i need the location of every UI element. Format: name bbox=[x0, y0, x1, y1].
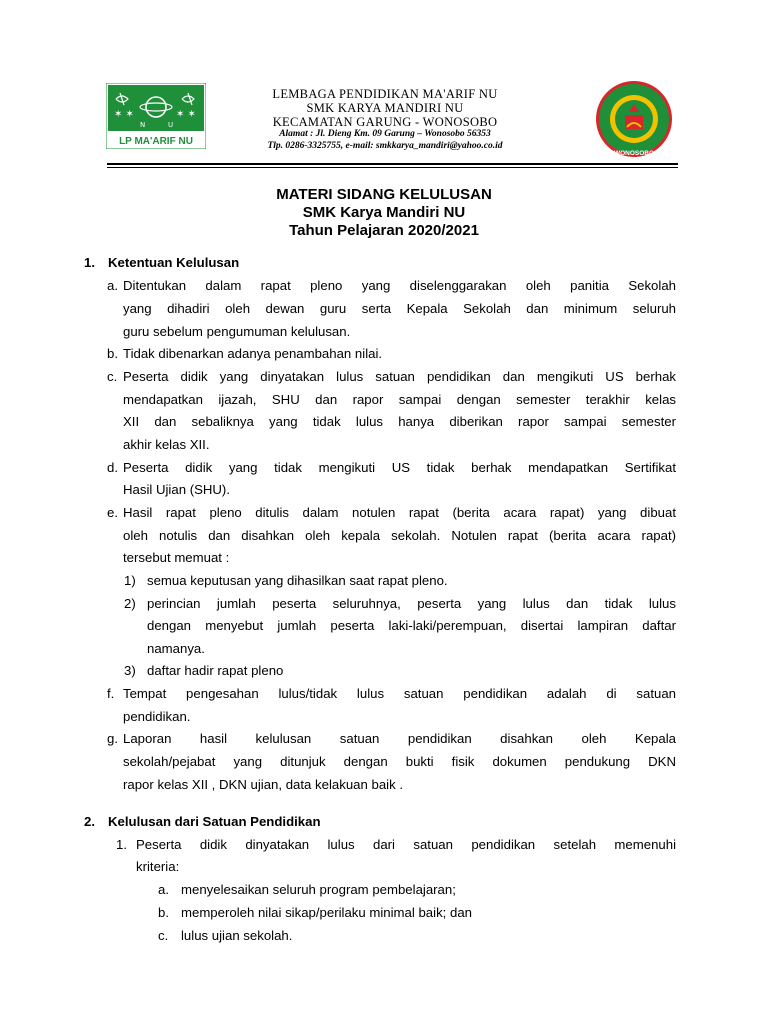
item-e-label: e. bbox=[107, 505, 118, 520]
section-2-number: 2. bbox=[84, 814, 95, 829]
section-2-item-1-line-2: kriteria: bbox=[136, 859, 180, 874]
item-c-line-2: mendapatkan ijazah, SHU dan rapor sampai dengan semester terakhir kelas bbox=[123, 392, 676, 407]
item-e-line-3: tersebut memuat : bbox=[123, 550, 230, 565]
criteria-c-text: lulus ujian sekolah. bbox=[181, 928, 293, 943]
item-e-line-2: oleh notulis dan disahkan oleh kepala sekolah. Notulen rapat (berita acara rapat) bbox=[123, 528, 676, 543]
item-a-line-2: yang dihadiri oleh dewan guru serta Kepala Sekolah dan minimum seluruh bbox=[123, 301, 676, 316]
document-subtitle-school: SMK Karya Mandiri NU bbox=[302, 204, 466, 221]
item-c-line-3: XII dan sebaliknya yang tidak lulus hanya diberikan rapor sampai semester bbox=[123, 414, 676, 429]
section-2-heading: Kelulusan dari Satuan Pendidikan bbox=[108, 814, 321, 829]
item-f-line-2: pendidikan. bbox=[123, 709, 191, 724]
sub-2-line-2: dengan menyebut jumlah peserta laki-laki/perempuan, disertai lampiran daftar bbox=[147, 618, 676, 633]
sub-1-label: 1) bbox=[124, 573, 136, 588]
letterhead-address: Alamat : Jl. Dieng Km. 09 Garung – Wonosobo 56353 bbox=[279, 129, 491, 139]
item-g-line-2: sekolah/pejabat yang ditunjuk dengan bukti fisik dokumen pendukung DKN bbox=[123, 754, 676, 769]
sub-2-line-1: perincian jumlah peserta seluruhnya, peserta yang lulus dan tidak lulus bbox=[147, 596, 676, 611]
section-2-item-1-label: 1. bbox=[116, 837, 127, 852]
section-1-heading: Ketentuan Kelulusan bbox=[108, 255, 240, 270]
document-subtitle-year: Tahun Pelajaran 2020/2021 bbox=[289, 222, 479, 239]
item-g-line-3: rapor kelas XII , DKN ujian, data kelakuan baik . bbox=[123, 777, 404, 792]
item-c-line-4: akhir kelas XII. bbox=[123, 437, 210, 452]
smk-karya-mandiri-logo bbox=[594, 79, 674, 159]
criteria-a-text: menyelesaikan seluruh program pembelajaran; bbox=[181, 882, 456, 897]
sub-3-line-1: daftar hadir rapat pleno bbox=[147, 663, 284, 678]
sub-1-line-1: semua keputusan yang dihasilkan saat rapat pleno. bbox=[147, 573, 448, 588]
item-c-label: c. bbox=[107, 369, 118, 384]
document-title: MATERI SIDANG KELULUSAN bbox=[276, 186, 492, 203]
item-g-label: g. bbox=[107, 731, 118, 746]
criteria-c-label: c. bbox=[158, 928, 169, 943]
logo-left-letter-u: U bbox=[168, 121, 174, 129]
item-f-line-1: Tempat pengesahan lulus/tidak lulus satuan pendidikan adalah di satuan bbox=[123, 686, 676, 701]
logo-left-caption: LP MA'ARIF NU bbox=[119, 136, 193, 147]
item-b-label: b. bbox=[107, 346, 118, 361]
letterhead-org-line-2: SMK KARYA MANDIRI NU bbox=[306, 101, 464, 115]
lp-maarif-nu-logo bbox=[106, 83, 206, 149]
criteria-b-text: memperoleh nilai sikap/perilaku minimal baik; dan bbox=[181, 905, 472, 920]
letterhead-org-line-1: LEMBAGA PENDIDIKAN MA'ARIF NU bbox=[272, 87, 498, 101]
letterhead-rule-thin bbox=[107, 167, 678, 168]
letterhead-rule-thick bbox=[107, 163, 678, 165]
svg-text:✶ ✶: ✶ ✶ bbox=[176, 109, 196, 120]
section-2-item-1-line-1: Peserta didik dinyatakan lulus dari satuan pendidikan setelah memenuhi bbox=[136, 837, 676, 852]
sub-2-label: 2) bbox=[124, 596, 136, 611]
item-g-line-1: Laporan hasil kelulusan satuan pendidikan disahkan oleh Kepala bbox=[123, 731, 676, 746]
letterhead-contact: Tlp. 0286-3325755, e-mail: smkkarya_mandiri@yahoo.co.id bbox=[267, 141, 503, 151]
item-c-line-1: Peserta didik yang dinyatakan lulus satuan pendidikan dan mengikuti US berhak bbox=[123, 369, 676, 384]
item-b-line-1: Tidak dibenarkan adanya penambahan nilai. bbox=[123, 346, 383, 361]
criteria-a-label: a. bbox=[158, 882, 169, 897]
item-d-line-2: Hasil Ujian (SHU). bbox=[123, 482, 230, 497]
logo-left-letter-n: N bbox=[140, 121, 146, 129]
letterhead-org-line-3: KECAMATAN GARUNG - WONOSOBO bbox=[272, 115, 498, 129]
item-d-line-1: Peserta didik yang tidak mengikuti US tidak berhak mendapatkan Sertifikat bbox=[123, 460, 676, 475]
item-a-line-1: Ditentukan dalam rapat pleno yang diselenggarakan oleh panitia Sekolah bbox=[123, 278, 676, 293]
section-1-number: 1. bbox=[84, 255, 95, 270]
item-e-line-1: Hasil rapat pleno ditulis dalam notulen rapat (berita acara rapat) yang dibuat bbox=[123, 505, 676, 520]
logo-right-text: WONOSOBO bbox=[613, 150, 655, 157]
svg-text:✶ ✶: ✶ ✶ bbox=[114, 109, 134, 120]
item-a-line-3: guru sebelum pengumuman kelulusan. bbox=[123, 324, 351, 339]
sub-3-label: 3) bbox=[124, 663, 136, 678]
criteria-b-label: b. bbox=[158, 905, 169, 920]
item-d-label: d. bbox=[107, 460, 118, 475]
sub-2-line-3: namanya. bbox=[147, 641, 205, 656]
item-a-label: a. bbox=[107, 278, 118, 293]
item-f-label: f. bbox=[107, 686, 115, 701]
